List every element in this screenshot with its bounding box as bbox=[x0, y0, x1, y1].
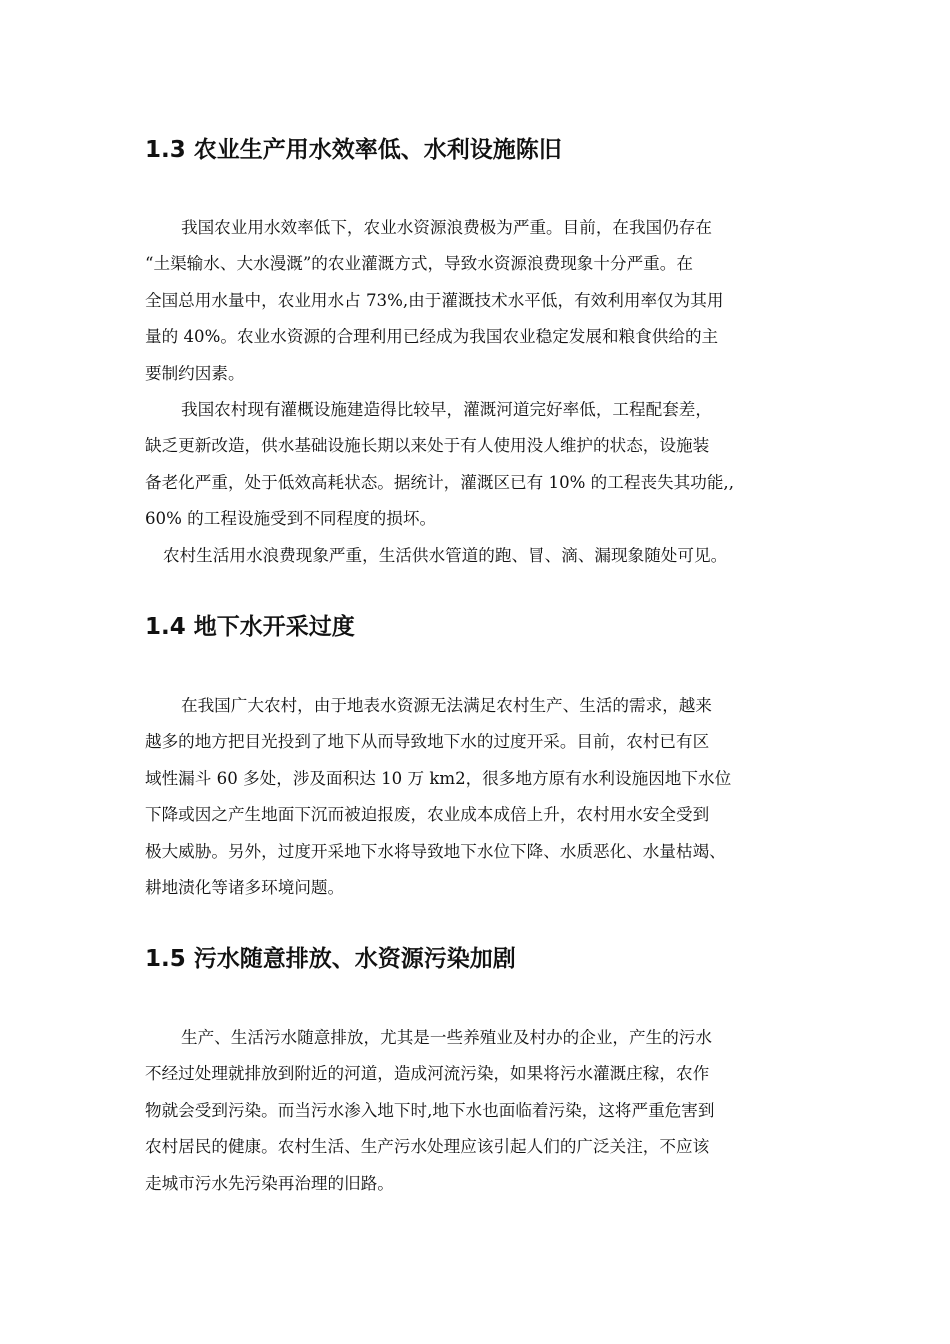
paragraph-line: 农村生活用水浪费现象严重，生活供水管道的跑、冒、滴、漏现象随处可见。 bbox=[163, 546, 728, 565]
section-heading-1-5: 1.5 污水随意排放、水资源污染加剧 bbox=[145, 946, 516, 972]
paragraph-line: 不经过处理就排放到附近的河道，造成河流污染，如果将污水灌溉庄稼，农作 bbox=[145, 1064, 710, 1084]
paragraph-domestic-water-waste bbox=[145, 538, 817, 574]
paragraph-water-efficiency bbox=[145, 210, 817, 392]
paragraph-line: 备老化严重，处于低效高耗状态。据统计，灌溉区已有 10% 的工程丧失其功能,, bbox=[145, 472, 734, 492]
paragraph-groundwater-overuse bbox=[145, 688, 817, 906]
paragraph-line: 全国总用水量中，农业用水占 73%,由于灌溉技术水平低，有效利用率仅为其用 bbox=[145, 290, 724, 310]
paragraph-line: 我国农业用水效率低下，农业水资源浪费极为严重。目前，在我国仍存在 bbox=[181, 218, 712, 237]
paragraph-line: 域性漏斗 60 多处，涉及面积达 10 万 km2，很多地方原有水利设施因地下水位 bbox=[145, 768, 732, 788]
paragraph-line: 量的 40%。农业水资源的合理利用已经成为我国农业稳定发展和粮食供给的主 bbox=[145, 327, 719, 347]
paragraph-line: 物就会受到污染。而当污水渗入地下时,地下水也面临着污染，这将严重危害到 bbox=[145, 1100, 715, 1120]
paragraph-line: 农村居民的健康。农村生活、生产污水处理应该引起人们的广泛关注，不应该 bbox=[145, 1137, 710, 1157]
paragraph-line: 走城市污水先污染再治理的旧路。 bbox=[145, 1173, 394, 1193]
paragraph-line: 我国农村现有灌概设施建造得比较早，灌溉河道完好率低，工程配套差， bbox=[181, 400, 712, 419]
paragraph-line: “土渠输水、大水漫溉”的农业灌溉方式，导致水资源浪费现象十分严重。在 bbox=[145, 254, 693, 274]
paragraph-line: 下降或因之产生地面下沉而被迫报废，农业成本成倍上升，农村用水安全受到 bbox=[145, 805, 710, 825]
paragraph-irrigation-facilities bbox=[145, 392, 817, 538]
paragraph-line: 在我国广大农村，由于地表水资源无法满足农村生产、生活的需求，越来 bbox=[181, 696, 712, 715]
paragraph-line: 要制约因素。 bbox=[145, 363, 245, 383]
paragraph-line: 极大威胁。另外，过度开采地下水将导致地下水位下降、水质恶化、水量枯竭、 bbox=[145, 841, 726, 861]
section-heading-1-4: 1.4 地下水开采过度 bbox=[145, 614, 355, 640]
section-heading-1-3: 1.3 农业生产用水效率低、水利设施陈旧 bbox=[145, 137, 562, 163]
paragraph-line: 缺乏更新改造，供水基础设施长期以来处于有人使用没人维护的状态，设施装 bbox=[145, 436, 710, 456]
paragraph-sewage-pollution bbox=[145, 1020, 817, 1202]
paragraph-line: 生产、生活污水随意排放，尤其是一些养殖业及村办的企业，产生的污水 bbox=[181, 1028, 712, 1047]
paragraph-line: 越多的地方把目光投到了地下从而导致地下水的过度开采。目前，农村已有区 bbox=[145, 732, 710, 752]
paragraph-line: 耕地渍化等诸多环境问题。 bbox=[145, 877, 345, 897]
paragraph-line: 60% 的工程设施受到不同程度的损坏。 bbox=[145, 509, 437, 529]
